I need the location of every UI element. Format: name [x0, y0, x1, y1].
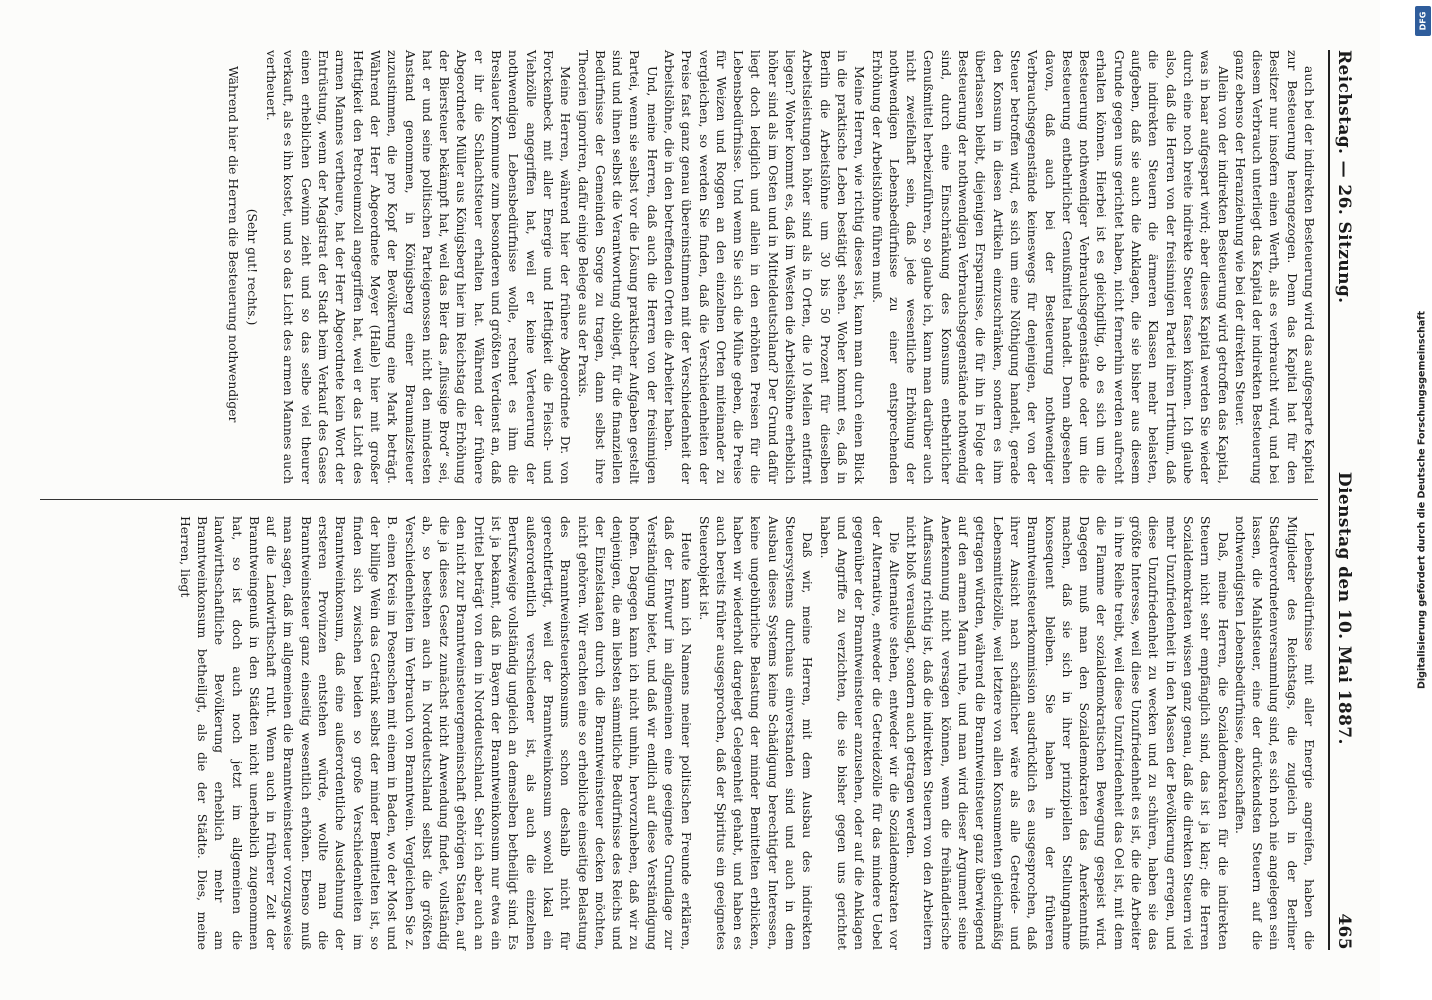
paragraph: Heute kann ich Namens meiner politischen Freunde erklären, daß der Entwurf im allgemeinen eine geeignete Grundlage zur Verständigung bietet, und daß wir endlich auf diese Verständigung hoffen. Dagegen kann ich nicht umhin, hervorzuheben, daß wir zu denjenigen, die am liebsten sämmtliche Bedürfnisse des Reichs und der Einzelstaaten durch die Branntweinsteuer decken möchten, nicht gehören. Wir erachten eine so erhebliche einseitige Belastung des Branntweinsteuerkonsums schon deshalb nicht für gerechtfertigt, weil der Branntweinkonsum sowohl lokal ein außerordentlich verschiedener ist, als auch die einzelnen Berufszweige vollständig ungleich an demselben betheiligt sind. Es ist ja bekannt, daß in Bayern der Branntweinkonsum nur etwa ein Drittel beträgt von dem in Norddeutschland. Sehr ich aber auch an den nicht zur Branntweinsteuergemeinschaft gehörigen Staaten, auf die ja dieses Gesetz zunächst nicht Anwendung findet, vollständig ab, so bestehen auch in Norddeutschland selbst die größten Verschiedenheiten im Verbrauch von Branntwein. Vergleichen Sie z. B. einen Kreis im Posenschen mit einem in Baden, wo der Most und der billige Wein das Getränk selbst der minder Bemittelten ist, so finden sich zwischen beiden so große Verschiedenheiten im Branntweinkonsum, daß eine außerordentliche Ausdehnung der ersteren Provinzen entstehen würde, wollte man die Branntweinsteuer ganz einseitig wesentlich erhöhen. Ebenso muß man sagen, daß im allgemeinen die Branntweinsteuer vorzugsweise auf die Landwirthschaft ruht. Wenn auch in früherer Zeit der Branntweingenuß in den Städten nicht unerheblich zugenommen hat, so ist doch auch noch jetzt im allgemeinen die landwirthschaftliche Bevölkerung erheblich mehr am Branntweinkonsum betheiligt, als die der Städte. Dies, meine Herren, liegt — [177, 516, 695, 950]
header-center: Dienstag den 10. Mai 1887. — [1334, 471, 1354, 745]
interjection: (Sehr gut! rechts.) — [244, 208, 260, 326]
paragraph: Allein von der indirekten Besteuerung wird getroffen das Kapital, was in baar aufgespart wird; aber dieses Kapital werden Sie wieder durch eine noch breite indirekte Steuer fassen können. Ich glaube also, daß die Herren von der freisinnigen Partei ihren Irrthum, daß die indirekten Steuern die ärmeren Klassen mehr belasten, aufgeben, daß sie auch die Anklagen, die sie bisher aus diesem Grunde gegen uns gerichtet haben, nicht fernerhin werden aufrecht erhalten können. Hierbei ist es gleichgiltig, ob es sich um die Besteuerung nothwendiger Verbrauchsgegenstände oder um die Besteuerung entbehrlicher Genußmittel handelt. Denn abgesehen davon, daß auch bei der Besteuerung nothwendiger Verbrauchsgegenstände keineswegs für denjenigen, der von der Steuer betroffen wird, es sich um eine Nöthigung handelt, gerade den Konsum in diesen Artikeln einzuschränken, sondern es ihm überlassen bleibt, diejenigen Ersparnisse, die für ihn in Folge der Besteuerung der nothwendigen Verbrauchsgegenstände nothwendig sind, durch eine Einschränkung des Konsums entbehrlicher Genußmittel herbeizuführen, so glaube ich, kann man darüber auch nicht zweifelhaft sein, daß jede wesentliche Erhöhung der nothwendigen Lebensbedürfnisse zu einer entsprechenden Erhöhung der Arbeitslöhne führen muß. — [869, 50, 1231, 484]
paragraph: Meine Herren, wie richtig dieses ist, kann man durch einen Blick in die praktische Leben bestätigt sehen. Woher kommt es, daß in Berlin die Arbeitslöhne um 30 bis 50 Prozent für dieselben Arbeitsleistungen höher sind als in Orten, die 10 Meilen entfernt liegen? Woher kommt es, daß im Westen die Arbeitslöhne erheblich höher sind als im Osten und in Mitteldeutschland? Der Grund dafür liegt doch lediglich und allein in den erhöhten Preisen für die Lebensbedürfnisse. Und wenn Sie sich die Mühe geben, die Preise für Weizen und Roggen an den einzelnen Orten miteinander zu vergleichen, so werden Sie finden, daß die Verschiedenheiten der Preise fast ganz genau übereinstimmen mit der Verschiedenheit der Arbeitslöhne, die in den betreffenden Orten die Arbeiter haben. — [662, 50, 868, 484]
paragraph: Während hier die Herren die Besteuerung nothwendiger — [225, 66, 241, 423]
dfg-logo-text: DFG — [1418, 11, 1428, 31]
digitization-note-text: Digitalisierung gefördert durch die Deutsche Forschungsgemeinschaft — [1416, 311, 1428, 689]
paragraph: Meine Herren, während hier der frühere Abgeordnete Dr. von Forckenbeck mit aller Energie und Heftigkeit die Fleisch- und Viehzölle angegriffen hat, weil er keine Verteuerung der nothwendigen Lebensbedürfnisse wolle, rechnet es ihm die Breslauer Kommune zum besonderen und größten Verdienst an, daß er ihr die Schlachtsteuer erhalten hat. Während der frühere Abgeordnete Müller aus Königsberg hier im Reichstag die Erhöhung der Biersteuer bekämpft hat, weil das Bier das „flüssige Brod“ sei, hat er und seine politischen Parteigenossen nicht den mindesten Anstand genommen, in Königsberg einer Braumalzsteuer zuzustimmen, die pro Kopf der Bevölkerung eine Mark beträgt. Während der Herr Abgeordnete Meyer (Halle) hier mit großer Heftigkeit den Petroleumzoll angegriffen hat, weil er das Licht des armen Mannes vertheure, hat der Herr Abgeordnete kein Wort der Entrüstung, wenn der Magistrat der Stadt beim Verkauf des Gases einen erheblichen Gewinn zieht und so das selbe viel theurer verkauft, als es ihn kostet, und so das Licht des armen Mannes auch vertheuert. — [264, 50, 574, 484]
paragraph: Lebensbedürfnisse mit aller Energie angreifen, haben die Mitglieder des Reichstags, die zugleich in der Berliner Stadtverordnetenversammlung sind, es sich noch nie angelegen sein lassen, die Mahlsteuer, eine der drückendsten Steuern auf die nothwendigsten Lebensbedürfnisse, abzuschaffen. — [1232, 516, 1317, 950]
paragraph: auch bei der indirekten Besteuerung wird das aufgesparte Kapital zur Besteuerung herangezogen. Denn das Kapital hat für den Besitzer nur insofern einen Werth, als es verbraucht wird, und bei diesem Verbrauch unterliegt das Kapital der indirekten Besteuerung ganz ebenso der Heranziehung wie bei der direkten Steuer. — [1232, 50, 1317, 484]
digitization-note — [1414, 0, 1430, 1000]
column-divider — [40, 499, 1318, 500]
dfg-logo — [1415, 6, 1431, 36]
header-left: Reichstag. — 26. Sitzung. — [1334, 50, 1354, 304]
header-rule — [1328, 50, 1330, 950]
right-column — [30, 516, 1318, 950]
paragraph: Daß wir, meine Herren, mit dem Ausbau des indirekten Steuersystems durchaus einverstanden sind und auch in dem Ausbau dieses Systems keine Schädigung berechtigter Interessen, keine ungebührliche Belastung der minder Bemittelten erblicken, haben wir wiederholt dargelegt Gelegenheit gehabt, und haben es auch bereits früher ausgesprochen, daß der Spiritus ein geeignetes Steuerobjekt ist. — [696, 516, 816, 950]
page-header — [1334, 50, 1368, 950]
paragraph: Und, meine Herren, daß auch die Herren von der freisinnigen Partei, wenn sie selbst vor die Lösung praktischer Aufgaben gestellt sind und ihnen selbst die Verantwortung obliegt, für die finanziellen Bedürfnisse der Gemeinden Sorge zu tragen, dann selbst ihre Theorien ignoriren, dafür einige Belege aus der Praxis. — [575, 50, 660, 484]
paragraph: Daß, meine Herren, die Sozialdemokraten für die indirekten Steuern nicht sehr empfänglich sind, das ist ja klar; die Herren Sozialdemokraten wissen ganz genau, daß die direkten Steuern viel mehr Unzufriedenheit in den Massen der Bevölkerung erregen, und diese Unzufriedenheit zu wecken und zu schüren, haben sie das größte Interesse, weil diese Unzufriedenheit es ist, die die Arbeiter in ihre Reihe treibt, weil diese Unzufriedenheit das Oel ist, mit dem die Flamme der sozialdemokratischen Bewegung gespeist wird. Dagegen muß man den Sozialdemokraten das Anerkenntniß machen, daß sie sich in ihrer prinzipiellen Stellungnahme konsequent bleiben. Sie haben in der früheren Branntweinsteuerkommission ausdrücklich es ausgesprochen, daß ihrer Ansicht nach schädlicher wäre als alle Getreide- und Lebensmittelzölle, weil letztere von allen Konsumenten gleichmäßig getragen würden, während die Branntweinsteuer ganz überwiegend auf den armen Mann ruhe, und man wird dieser Argument seine Anerkennung nicht versagen können, wenn die freihändlerische Auffassung richtig ist, daß die indirekten Steuern von den Arbeitern nicht bloß verauslagt, sondern auch getragen werden. — [904, 516, 1231, 950]
left-column — [30, 50, 1318, 484]
page-number: 465 — [1334, 913, 1354, 950]
paragraph: Die Alternative stehen, entweder wir die Sozialdemokraten vor der Alternative, entweder die Getreidezölle für das mindere Uebel gegenüber der Branntweinsteuer anzusehen, oder auf die Anklagen und Angriffe zu verzichten, die sie bisher gegen uns gerichtet haben. — [817, 516, 902, 950]
